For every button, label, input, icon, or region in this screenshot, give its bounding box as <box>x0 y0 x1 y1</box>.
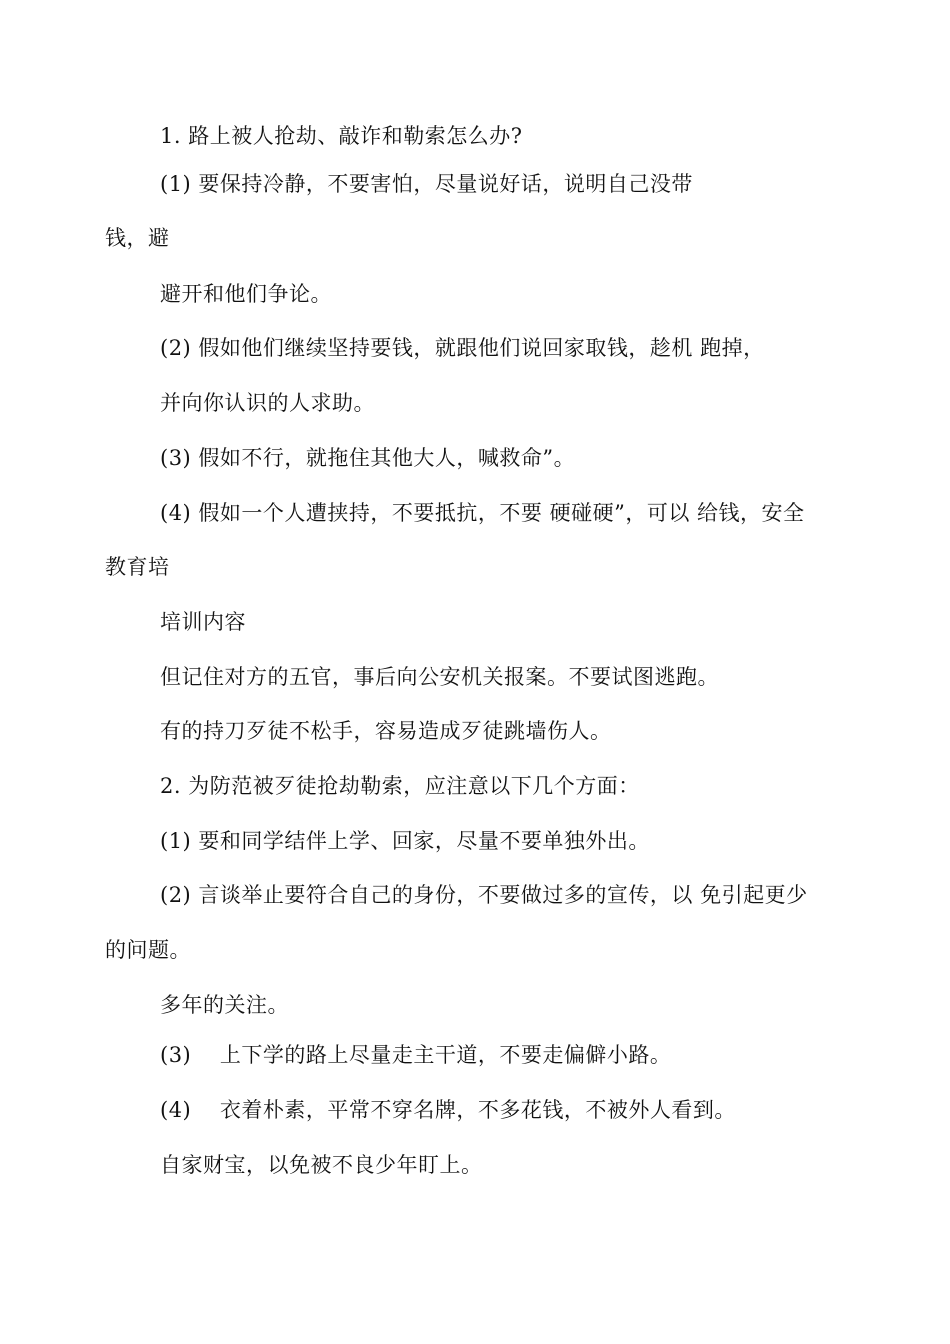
paragraph-line: 的问题。 <box>105 938 191 962</box>
paragraph-line: 教育培 <box>105 555 170 579</box>
paragraph-line: 避开和他们争论。 <box>160 282 332 306</box>
paragraph-line: (3) 上下学的路上尽量走主干道，不要走偏僻小路。 <box>160 1043 672 1067</box>
paragraph-line: 培训内容 <box>160 610 246 634</box>
paragraph-line: (2) 假如他们继续坚持要钱，就跟他们说回家取钱，趁机 跑掉， <box>160 336 765 360</box>
heading-2: 2. 为防范被歹徒抢劫勒索，应注意以下几个方面： <box>160 774 640 798</box>
paragraph-line: 但记住对方的五官，事后向公安机关报案。不要试图逃跑。 <box>160 665 719 689</box>
paragraph-line: 自家财宝，以免被不良少年盯上。 <box>160 1153 483 1177</box>
paragraph-line: (1) 要和同学结伴上学、回家，尽量不要单独外出。 <box>160 829 650 853</box>
paragraph-line: (3) 假如不行，就拖住其他大人，喊救命”。 <box>160 446 576 470</box>
paragraph-line: (1) 要保持冷静，不要害怕，尽量说好话，说明自己没带 <box>160 172 693 196</box>
heading-1: 1. 路上被人抢劫、敲诈和勒索怎么办? <box>160 124 523 148</box>
paragraph-line: (2) 言谈举止要符合自己的身份，不要做过多的宣传，以 免引起更少 <box>160 883 808 907</box>
paragraph-line: (4) 假如一个人遭挟持，不要抵抗，不要 硬碰硬”，可以 给钱，安全 <box>160 501 805 525</box>
paragraph-line: 多年的关注。 <box>160 993 289 1017</box>
paragraph-line: (4) 衣着朴素，平常不穿名牌，不多花钱，不被外人看到。 <box>160 1098 736 1122</box>
paragraph-line: 并向你认识的人求助。 <box>160 391 375 415</box>
paragraph-line: 有的持刀歹徒不松手，容易造成歹徒跳墙伤人。 <box>160 719 612 743</box>
paragraph-line: 钱，避 <box>105 226 170 250</box>
